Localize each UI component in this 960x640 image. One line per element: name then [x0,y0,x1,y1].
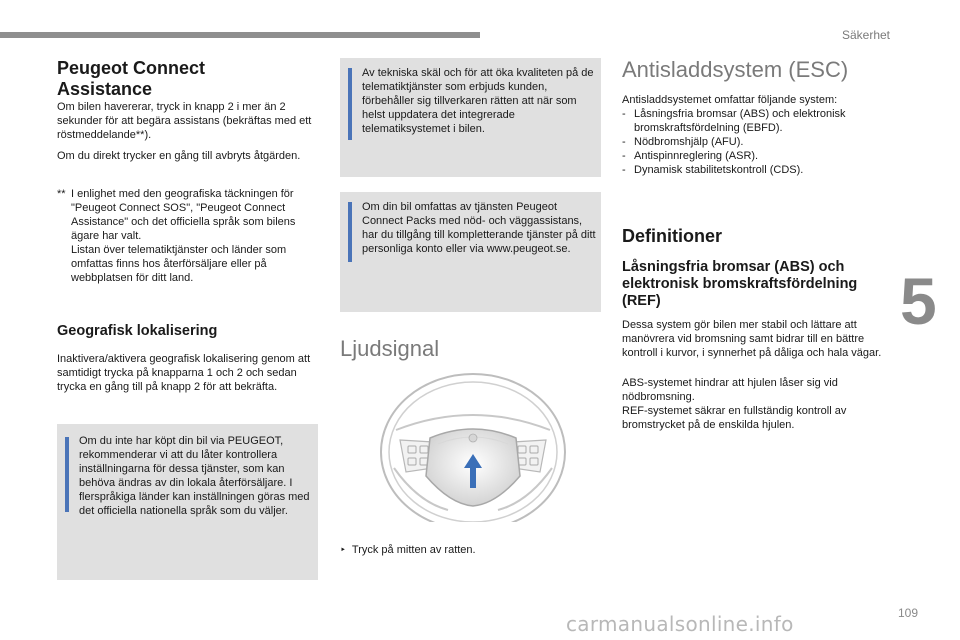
esc-intro: Antisladdsystemet omfattar följande system: [622,94,838,106]
abs-text-1: Dessa system gör bilen mer stabil och lättare att manövrera vid bromsning samt bidrar till en bättre kontroll i kurvor, i synnerhet på dåliga och hala vägar. [622,319,882,359]
note-purchase-text: Om du inte har köpt din bil via PEUGEOT, rekommenderar vi att du låter kontrollera inställningarna för dessa tjänster, som kan behöva ändras av din lokala återförsäljare. I flerspråkiga länder kan inställningen göras med det officiella nationella språk som du väljer. [79,435,310,517]
list-item: - Antispinnreglering (ASR). [622,149,887,163]
page-number: 109 [897,606,918,620]
note-telematics-text: Av tekniska skäl och för att öka kvaliteten på de telematiktjänster som erbjuds kunden, förbehåller sig tillverkaren rätten att när som helst uppdatera det integrerade telematiksystemet i bilen. [362,67,594,135]
footnote-text: I enlighet med den geografiska täckningen för "Peugeot Connect SOS", "Peugeot Connect Assistance" och det officiella språk som bilens ägare har valt. [71,188,296,242]
definitions-title: Definitioner [622,226,723,246]
list-item: - Låsningsfria bromsar (ABS) och elektronisk bromskraftsfördelning (EBFD). [622,107,887,135]
footnote-mark: ** [57,188,66,200]
abs-text-2: ABS-systemet hindrar att hjulen låser sig vid nödbromsning. [622,377,838,403]
info-icon [348,202,352,262]
note-connect-packs-text: Om din bil omfattas av tjänsten Peugeot Connect Packs med nöd- och väggassistans, har du tillgång till kompletterande tjänster på ditt personliga konto eller via www.peugeot.se. [362,201,596,255]
geo-text: Inaktivera/aktivera geografisk lokalisering genom att samtidigt trycka på knapparna 1 och 2 och sedan trycka en gång till på knapp 2 för att bekräfta. [57,353,311,393]
geo-title: Geografisk lokalisering [57,323,218,339]
note-box-purchase [57,424,318,580]
title-line-1: Peugeot Connect [57,58,206,78]
footnote [57,187,319,287]
abs-text-3: REF-systemet säkrar en fullständig kontroll av bromstrycket på de enskilda hjulen. [622,405,847,431]
list-item: - Nödbromshjälp (AFU). [622,135,887,149]
cancel-text: Om du direkt trycker en gång till avbryts åtgärden. [57,150,301,162]
connect-assistance-title [57,58,319,100]
assistance-text: Om bilen havererar, tryck in knapp 2 i mer än 2 sekunder för att begära assistans (bekräftas med ett röstmeddelande**). [57,101,312,141]
info-icon [65,437,69,512]
watermark: carmanualsonline.info [566,612,794,636]
horn-instruction [340,543,602,558]
list-item: - Dynamisk stabilitetskontroll (CDS). [622,163,887,177]
footnote-text-2: Listan över telematiktjänster och länder som omfattas finns hos återförsäljare eller på webbplatsen för ditt land. [71,244,287,284]
note-box-connect-packs [340,192,601,312]
footnote-body [71,187,323,285]
esc-title: Antisladdsystem (ESC) [622,57,849,82]
note-box-telematics [340,58,601,177]
title-line-2: Assistance [57,79,153,99]
info-icon [348,68,352,140]
horn-instruction-text: Tryck på mitten av ratten. [351,544,476,556]
chapter-number: 5 [900,264,937,338]
esc-list [622,107,887,177]
horn-title: Ljudsignal [340,336,440,361]
bullet-arrow-icon: ‣ [340,545,346,556]
abs-title: Låsningsfria bromsar (ABS) och elektronisk bromskraftsfördelning (REF) [622,259,858,309]
header-bar [0,32,480,38]
steering-wheel-icon [378,372,568,522]
section-title: Säkerhet [841,28,890,42]
